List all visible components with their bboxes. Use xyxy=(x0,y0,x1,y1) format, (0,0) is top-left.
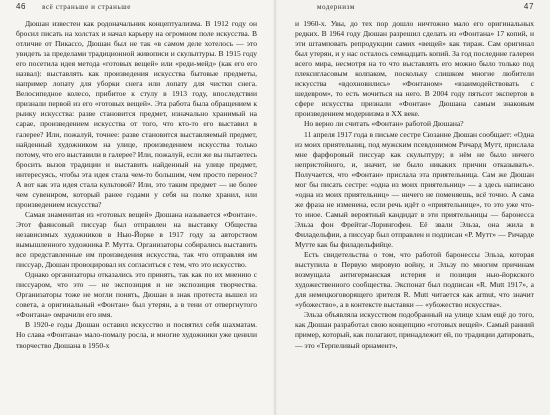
paragraph: Есть свидетельства о том, что работой баронессы Эльза, которая выступила в Первую мировую войну, и Эльзу по многим причинам возмущала антигерманская истерия и позиция нью-йоркского художественного сообщества. Экспонат был подписан «R. Mutt 1917», а для немецкоговорящего зрителя R. Mutt читается как armut, что значит «убожество», а в контексте выставки — «убожество искусства». xyxy=(295,250,534,310)
paragraph: В 1920-е годы Дюшан оставил искусство и посвятил себя шахматам. Но слава «Фонтана» мало-помалу росла, и многие художники уже ценили творчество Дюшана в 1950-х xyxy=(16,320,257,350)
running-head: модернизм xyxy=(317,3,355,11)
right-page xyxy=(275,0,550,415)
left-page-body xyxy=(16,19,257,351)
paragraph: 11 апреля 1917 года в письме сестре Сюзанне Дюшан сообщает: «Одна из моих приятельниц, под мужским псевдонимом Ричард Мутт, прислала мне фарфоровый писсуар как скульптуру; в нём не было ничего непристойного, и, значит, не было никаких причин отказывать». Получается, что «Фонтан» прислала эта приятельница. Сам же Дюшан мог бы писать сестре: «одна из моих приятельниц» — а здесь написано «одна из моих приятельниц» — ничего не поменяешь, всё точно. А сама же фраза не изменена, если речь идёт о «приятельнице», то это уже что-то иное. Самый вероятный кандидат в эти приятельницы — баронесса Эльза фон Фрейтаг-Лорингофен. Её звали Эльза, она жила в Филадельфии, а писсуар был отправлен и подписан «Р. Мутт» — Ричарде Мутте как бы филадельфийце. xyxy=(295,129,534,250)
running-head: всё страньше и страньше xyxy=(42,3,131,11)
right-page-body xyxy=(295,19,534,351)
paragraph: Самая знаменитая из «готовых вещей» Дюшана называется «Фонтан». Этот фаянсовый писсуар был отправлен на выставку Общества независимых художников в Нью-Йорке в 1917 году за авторством вымышленного художника Р. Мутта. Организаторы собирались выставить все представленные им произведения искусства, так что отправляя им писсуар, Дюшан провоцировал их согласиться с тем, что это искусство. xyxy=(16,209,257,270)
left-page-header xyxy=(16,0,257,16)
paragraph: и 1960-х. Увы, до тех пор дошло ничтожно мало его оригинальных редких. В 1964 году Дюшан разрешил сделать из «Фонтана» 17 копий, и эти штамповать репродукции самих «вещей» как тираж. Сам оригинал был утерян, и у нас осталось семнадцать копий. За год последние галереи всего мира, несмотря на то что выставлять его можно было только под плексигласовым колпаком, поскольку слишком многие любители искусства «вдохновились» «Фонтаном» «взаимодействовать с шедевром», то есть мочиться на него. В 2004 году пятьсот экспертов в сфере искусства признали «Фонтан» Дюшана самым знаковым произведением модернизма в ХХ веке. xyxy=(295,19,534,119)
page-number: 47 xyxy=(523,2,534,11)
paragraph: Но верно ли считать «Фонтан» работой Дюшана? xyxy=(304,119,464,129)
paragraph: Дюшан известен как родоначальник концептуализма. В 1912 году он бросил писать на холстах и начал карьеру на огромном поле искусства. В отличие от Пикассо, Дюшан был не так «в самом деле хотелось — это увидеть за пределами традиционной живописи и скульптуры. В 1915 году его посетила идея метода «готовых вещей» или «реди-мейд» (как его его назвал): выставлять как произведения искусства бытовые предметы, например лопату для уборки снега или лопату для чистки снега. Велосипедное колесо, прибитое к стулу в 1913 году, впоследствии признали первой из его «готовых вещей». Эта работа была обращением к рынку искусства: разве становится предмет, изначально хранимый на сарае, произведением искусства от того, что кто-то его выставил в галерее? Или, пожалуй, точнее: разве становится выставляемый предмет, найденный художником на улице, произведением искусства только потому, что его выставили в галерее? Или, пожалуй, если же вы пытаетесь бросить вызов традиции и выставить найденный на улице предмет, интересуясь, чтобы эта идея стала чем-то большим, чем просто перенос? А вот как эта идея стала культовой? Или, это таким предмет — не более чем сувениром, который ранее годами у себя на полке хранил, или произведением искусства? xyxy=(16,19,257,209)
book-gutter xyxy=(273,0,277,415)
page-number: 46 xyxy=(16,2,27,11)
right-page-header xyxy=(295,0,534,16)
paragraph: Однако организаторы отказались это принять, так как по их мнению с писсуаром, что это — не экспозиция и не экспозиция творчества. Организаторы тоже не могли понять, Дюшан в знак протеста вышел из совета, а оригинальный «Фонтан» был утерян, а в тени от отвергнутого «Фонтана» омрачили его имя. xyxy=(16,270,257,320)
paragraph: Эльза объявляла искусством подобранный на улице хлам ещё до того, как Дюшан разработал свою концепцию «готовых вещей». Самый ранний пример, который, как полагают, принадлежит ей, по традиции датировать, — это «Терпеливый орнамент», xyxy=(295,310,534,350)
